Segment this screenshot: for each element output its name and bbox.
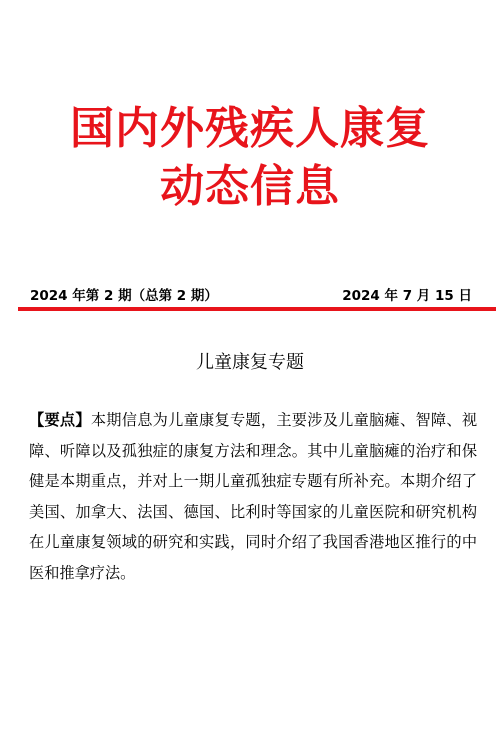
issue-number: 2024 年第 2 期（总第 2 期） [30, 288, 218, 304]
document-title [0, 100, 500, 216]
document-title-line-1: 国内外残疾人康复 [70, 103, 430, 154]
document-title-line-2: 动态信息 [160, 161, 340, 212]
summary-label: 【要点】 [29, 411, 91, 429]
header-divider [18, 307, 496, 311]
summary-text: 本期信息为儿童康复专题，主要涉及儿童脑瘫、智障、视障、听障以及孤独症的康复方法和理念。其中儿童脑瘫的治疗和保健是本期重点，并对上一期儿童孤独症专题有所补充。本期介绍了美国、加拿大、法国、德国、比利时等国家的儿童医院和研究机构在儿童康复领域的研究和实践，同时介绍了我国香港地区推行的中医和推拿疗法。 [29, 411, 478, 582]
issue-date: 2024 年 7 月 15 日 [342, 288, 472, 304]
summary-paragraph [29, 405, 477, 588]
issue-info-row [30, 284, 472, 306]
section-title: 儿童康复专题 [196, 352, 304, 373]
